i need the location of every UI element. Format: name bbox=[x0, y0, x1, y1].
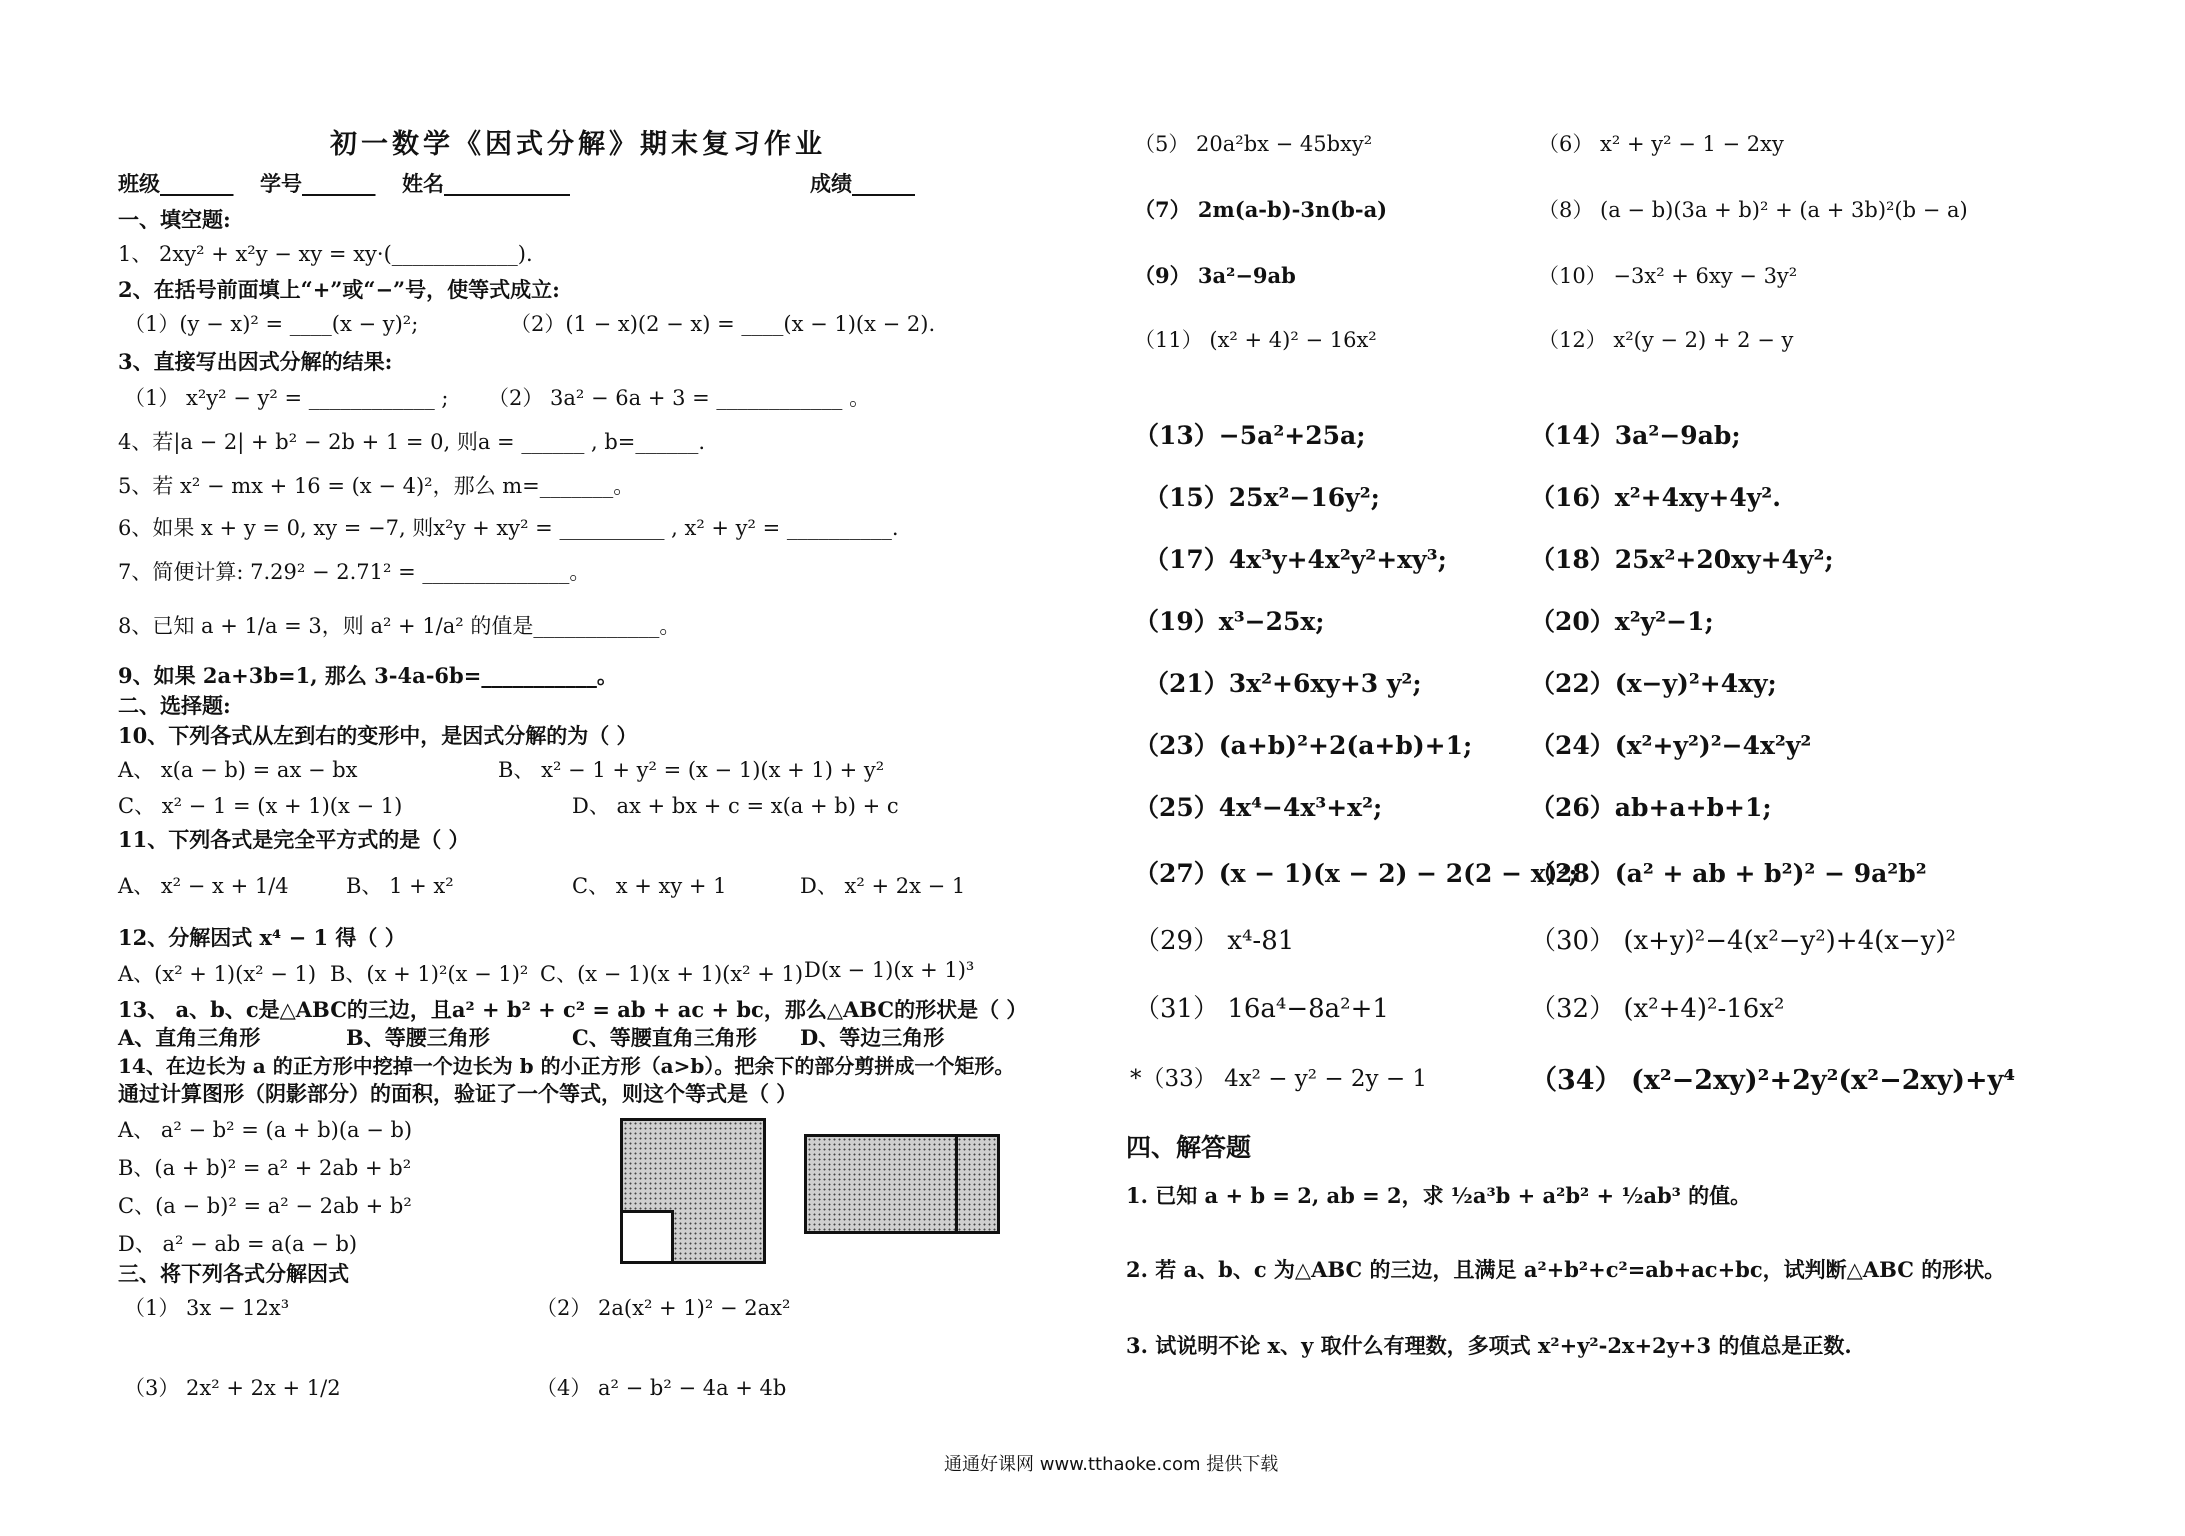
problem-9: （9） 3a²−9ab bbox=[1134, 263, 1296, 288]
question-6: 6、如果 x + y = 0, xy = −7, 则x²y + xy² = __________ , x² + y² = __________. bbox=[118, 516, 899, 540]
removed-small-square bbox=[620, 1210, 674, 1264]
problem-20: （20）x²y²−1; bbox=[1530, 607, 1714, 636]
solve-1: 1. 已知 a + b = 2, ab = 2，求 ½a³b + a²b² + ½ab³ 的值。 bbox=[1126, 1183, 1752, 1208]
question-8: 8、已知 a + 1/a = 3，则 a² + 1/a² 的值是____________。 bbox=[118, 614, 681, 638]
question-9: 9、如果 2a+3b=1, 那么 3-4a-6b=___________。 bbox=[118, 663, 618, 688]
section-4-heading: 四、解答题 bbox=[1126, 1133, 1252, 1162]
problem-19: （19）x³−25x; bbox=[1134, 607, 1325, 636]
problem-3: （3） 2x² + 2x + 1/2 bbox=[124, 1376, 341, 1400]
question-10: 10、下列各式从左到右的变形中，是因式分解的为（ ） bbox=[118, 723, 638, 748]
problem-28: （28）(a² + ab + b²)² − 9a²b² bbox=[1530, 859, 1927, 888]
problem-14: （14）3a²−9ab; bbox=[1530, 421, 1741, 450]
problem-15: （15）25x²−16y²; bbox=[1144, 483, 1380, 512]
question-1: 1、 2xy² + x²y − xy = xy·(____________). bbox=[118, 242, 533, 266]
section-1-heading: 一、填空题: bbox=[118, 207, 231, 232]
problem-5: （5） 20a²bx − 45bxy² bbox=[1134, 132, 1373, 156]
question-11: 11、下列各式是完全平方式的是（ ） bbox=[118, 827, 470, 852]
question-10-option-a: A、 x(a − b) = ax − bx bbox=[118, 758, 358, 782]
problem-11: （11） (x² + 4)² − 16x² bbox=[1134, 328, 1377, 352]
problem-17: （17）4x³y+4x²y²+xy³; bbox=[1144, 545, 1447, 574]
problem-1: （1） 3x − 12x³ bbox=[124, 1296, 290, 1320]
question-13-option-b: B、等腰三角形 bbox=[346, 1025, 490, 1050]
square-with-hole-figure bbox=[620, 1118, 766, 1264]
problem-24: （24）(x²+y²)²−4x²y² bbox=[1530, 731, 1812, 760]
rectangle-divider-line bbox=[955, 1137, 958, 1231]
problem-34: （34） (x²−2xy)²+2y²(x²−2xy)+y⁴ bbox=[1530, 1065, 2016, 1096]
problem-6: （6） x² + y² − 1 − 2xy bbox=[1538, 132, 1784, 156]
solve-2: 2. 若 a、b、c 为△ABC 的三边，且满足 a²+b²+c²=ab+ac+bc，试判断△ABC 的形状。 bbox=[1126, 1257, 2006, 1282]
problem-23: （23）(a+b)²+2(a+b)+1; bbox=[1134, 731, 1473, 760]
problem-22: （22）(x−y)²+4xy; bbox=[1530, 669, 1777, 698]
question-3: 3、直接写出因式分解的结果: bbox=[118, 349, 393, 374]
problem-31: （31） 16a⁴−8a²+1 bbox=[1134, 994, 1389, 1024]
question-2a: （1）(y − x)² = ____(x − y)²; bbox=[124, 312, 419, 336]
question-12-option-c: C、(x − 1)(x + 1)(x² + 1) bbox=[540, 962, 804, 986]
question-14-line-1: 14、在边长为 a 的正方形中挖掉一个边长为 b 的小正方形（a>b）。把余下的部分剪拼成一个矩形。 bbox=[118, 1054, 1015, 1078]
section-2-heading: 二、选择题: bbox=[118, 693, 231, 718]
problem-26: （26）ab+a+b+1; bbox=[1530, 793, 1772, 822]
question-14-option-a: A、 a² − b² = (a + b)(a − b) bbox=[118, 1118, 413, 1142]
question-11-option-b: B、 1 + x² bbox=[346, 874, 454, 898]
problem-25: （25）4x⁴−4x³+x²; bbox=[1134, 793, 1383, 822]
question-12-option-b: B、(x + 1)²(x − 1)² bbox=[330, 962, 529, 986]
problem-2: （2） 2a(x² + 1)² − 2ax² bbox=[536, 1296, 791, 1320]
info-class: 班级_______ bbox=[118, 171, 234, 196]
problem-13: （13）−5a²+25a; bbox=[1134, 421, 1366, 450]
question-12-option-a: A、(x² + 1)(x² − 1) bbox=[118, 962, 317, 986]
footer-source: 通通好课网 www.tthaoke.com 提供下载 bbox=[944, 1454, 1279, 1475]
solve-3: 3. 试说明不论 x、y 取什么有理数，多项式 x²+y²-2x+2y+3 的值总是正数. bbox=[1126, 1333, 1852, 1358]
problem-12: （12） x²(y − 2) + 2 − y bbox=[1538, 328, 1794, 352]
question-14-option-d: D、 a² − ab = a(a − b) bbox=[118, 1232, 358, 1256]
problem-27: （27）(x − 1)(x − 2) − 2(2 − x)²; bbox=[1134, 859, 1578, 888]
info-name: 姓名____________ bbox=[402, 171, 570, 196]
problem-29: （29） x⁴-81 bbox=[1134, 926, 1295, 956]
question-3b: （2） 3a² − 6a + 3 = ____________ 。 bbox=[488, 386, 871, 410]
info-score: 成绩______ bbox=[810, 171, 915, 196]
problem-30: （30） (x+y)²−4(x²−y²)+4(x−y)² bbox=[1530, 926, 1956, 956]
question-2b: （2）(1 − x)(2 − x) = ____(x − 1)(x − 2). bbox=[510, 312, 936, 336]
question-4: 4、若|a − 2| + b² − 2b + 1 = 0, 则a = ______ , b=______. bbox=[118, 430, 706, 454]
question-13-option-c: C、等腰直角三角形 bbox=[572, 1025, 757, 1050]
question-12: 12、分解因式 x⁴ − 1 得（ ） bbox=[118, 925, 406, 950]
question-10-option-c: C、 x² − 1 = (x + 1)(x − 1) bbox=[118, 794, 403, 818]
problem-7: （7） 2m(a-b)-3n(b-a) bbox=[1134, 197, 1388, 222]
question-10-option-b: B、 x² − 1 + y² = (x − 1)(x + 1) + y² bbox=[498, 758, 885, 782]
problem-8: （8） (a − b)(3a + b)² + (a + 3b)²(b − a) bbox=[1538, 198, 1968, 222]
question-11-option-a: A、 x² − x + 1/4 bbox=[118, 874, 289, 898]
question-10-option-d: D、 ax + bx + c = x(a + b) + c bbox=[572, 794, 899, 818]
problem-16: （16）x²+4xy+4y². bbox=[1530, 483, 1781, 512]
problem-32: （32） (x²+4)²-16x² bbox=[1530, 994, 1785, 1024]
problem-18: （18）25x²+20xy+4y²; bbox=[1530, 545, 1834, 574]
question-5: 5、若 x² − mx + 16 = (x − 4)²，那么 m=_______。 bbox=[118, 474, 635, 498]
rearranged-rectangle-figure bbox=[804, 1134, 1000, 1234]
question-14-option-c: C、(a − b)² = a² − 2ab + b² bbox=[118, 1194, 412, 1218]
problem-4: （4） a² − b² − 4a + 4b bbox=[536, 1376, 787, 1400]
question-11-option-c: C、 x + xy + 1 bbox=[572, 874, 727, 898]
question-12-option-d: D(x − 1)(x + 1)³ bbox=[804, 958, 975, 982]
problem-33: *（33） 4x² − y² − 2y − 1 bbox=[1130, 1066, 1428, 1092]
problem-21: （21）3x²+6xy+3 y²; bbox=[1144, 669, 1422, 698]
question-13-option-d: D、等边三角形 bbox=[800, 1025, 945, 1050]
problem-10: （10） −3x² + 6xy − 3y² bbox=[1538, 264, 1798, 288]
question-3a: （1） x²y² − y² = ____________ ; bbox=[124, 386, 449, 410]
page-title: 初一数学《因式分解》期末复习作业 bbox=[330, 129, 826, 160]
info-number: 学号_______ bbox=[260, 171, 376, 196]
question-13-option-a: A、直角三角形 bbox=[118, 1025, 261, 1050]
question-14-option-b: B、(a + b)² = a² + 2ab + b² bbox=[118, 1156, 412, 1180]
question-11-option-d: D、 x² + 2x − 1 bbox=[800, 874, 966, 898]
question-7: 7、简便计算: 7.29² − 2.71² = ______________。 bbox=[118, 560, 591, 584]
question-2: 2、在括号前面填上“+”或“−”号，使等式成立: bbox=[118, 277, 560, 302]
section-3-heading: 三、将下列各式分解因式 bbox=[118, 1261, 349, 1286]
question-13: 13、 a、b、c是△ABC的三边，且a² + b² + c² = ab + ac + bc，那么△ABC的形状是（ ） bbox=[118, 997, 1028, 1022]
question-14-line-2: 通过计算图形（阴影部分）的面积，验证了一个等式，则这个等式是（ ） bbox=[118, 1081, 798, 1106]
